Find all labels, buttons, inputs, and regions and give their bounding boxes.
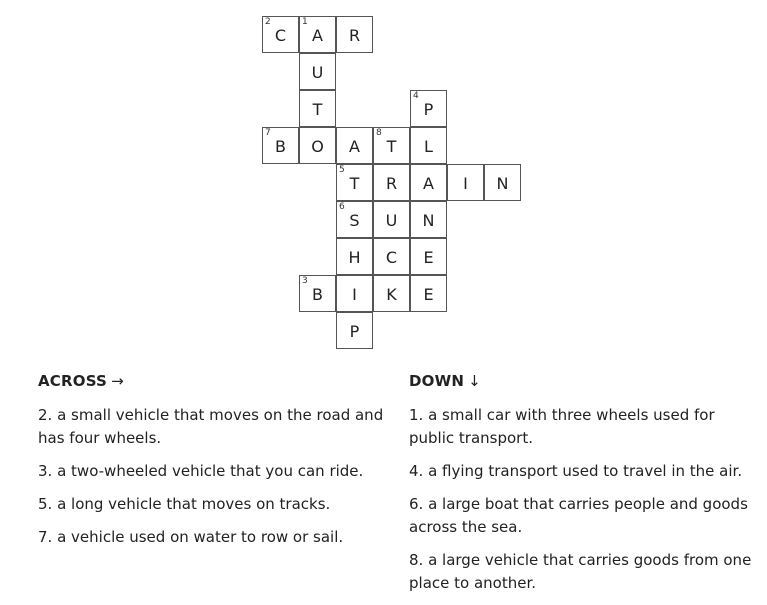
cell-letter: A xyxy=(349,137,360,156)
cell-letter: I xyxy=(352,285,357,304)
down-clue-1: 1. a small car with three wheels used for public transport. xyxy=(409,406,715,447)
cell-letter: L xyxy=(424,137,433,156)
cell-letter: N xyxy=(496,174,509,193)
crossword-cell[interactable] xyxy=(410,275,447,312)
crossword-cell[interactable] xyxy=(262,127,299,164)
cell-letter: P xyxy=(423,100,434,119)
cell-letter: K xyxy=(386,285,397,304)
crossword-cell[interactable] xyxy=(373,127,410,164)
crossword-cell[interactable] xyxy=(410,201,447,238)
crossword-cell[interactable] xyxy=(447,164,484,201)
crossword-cell[interactable] xyxy=(410,127,447,164)
cell-letter: B xyxy=(312,285,323,304)
clue-number: 5 xyxy=(339,165,345,175)
crossword-cell[interactable] xyxy=(410,238,447,275)
crossword-cell[interactable] xyxy=(336,238,373,275)
cell-letter: U xyxy=(385,211,398,230)
crossword-cell[interactable] xyxy=(299,53,336,90)
clue-number: 7 xyxy=(265,128,271,138)
cell-letter: A xyxy=(423,174,434,193)
crossword-cell[interactable] xyxy=(336,127,373,164)
crossword-cell[interactable] xyxy=(484,164,521,201)
crossword-cell[interactable] xyxy=(299,90,336,127)
cell-letter: R xyxy=(348,26,361,45)
right-arrow-icon: → xyxy=(111,372,124,390)
across-heading-text: ACROSS xyxy=(38,372,108,390)
cell-letter: T xyxy=(312,100,323,119)
cell-letter: H xyxy=(348,248,361,267)
cell-letter: P xyxy=(349,322,360,341)
crossword-cell[interactable] xyxy=(373,164,410,201)
down-arrow-icon: ↓ xyxy=(468,372,481,390)
crossword-cell[interactable] xyxy=(410,164,447,201)
cell-letter: S xyxy=(349,211,360,230)
clue-number: 6 xyxy=(339,202,345,212)
cell-letter: E xyxy=(423,248,434,267)
crossword-cell[interactable] xyxy=(262,16,299,53)
crossword-cell[interactable] xyxy=(373,275,410,312)
crossword-cell[interactable] xyxy=(373,201,410,238)
cell-letter: R xyxy=(385,174,398,193)
across-clue-2: 2. a small vehicle that moves on the road and has four wheels. xyxy=(38,406,384,447)
clue-number: 1 xyxy=(302,17,308,27)
down-clue-8: 8. a large vehicle that carries goods from one place to another. xyxy=(409,551,752,592)
cell-letter: B xyxy=(275,137,286,156)
across-heading xyxy=(38,372,388,390)
clue-number: 4 xyxy=(413,91,419,101)
cell-letter: I xyxy=(463,174,468,193)
crossword-cell[interactable] xyxy=(336,164,373,201)
crossword-cell[interactable] xyxy=(373,238,410,275)
cell-letter: U xyxy=(311,63,324,82)
across-clue-7: 7. a vehicle used on water to row or sail. xyxy=(38,528,344,546)
across-clues xyxy=(38,372,388,559)
clue-number: 3 xyxy=(302,276,308,286)
crossword-cell[interactable] xyxy=(299,275,336,312)
cell-letter: O xyxy=(311,137,324,156)
down-clues xyxy=(409,372,759,605)
crossword-cell[interactable] xyxy=(336,312,373,349)
crossword-cell[interactable] xyxy=(410,90,447,127)
clue-number: 2 xyxy=(265,17,271,27)
cell-letter: E xyxy=(423,285,434,304)
across-clue-3: 3. a two-wheeled vehicle that you can ride. xyxy=(38,462,364,480)
crossword-cell[interactable] xyxy=(336,16,373,53)
down-heading xyxy=(409,372,759,390)
cell-letter: N xyxy=(422,211,435,230)
cell-letter: A xyxy=(312,26,323,45)
down-clue-6: 6. a large boat that carries people and goods across the sea. xyxy=(409,495,748,536)
cell-letter: T xyxy=(349,174,360,193)
cell-letter: C xyxy=(385,248,398,267)
crossword-cell[interactable] xyxy=(299,127,336,164)
cell-letter: C xyxy=(274,26,287,45)
down-heading-text: DOWN xyxy=(409,372,465,390)
crossword-cell[interactable] xyxy=(299,16,336,53)
across-clue-5: 5. a long vehicle that moves on tracks. xyxy=(38,495,331,513)
crossword-cell[interactable] xyxy=(336,275,373,312)
down-clue-4: 4. a flying transport used to travel in the air. xyxy=(409,462,743,480)
crossword-cell[interactable] xyxy=(336,201,373,238)
clue-number: 8 xyxy=(376,128,382,138)
cell-letter: T xyxy=(386,137,397,156)
